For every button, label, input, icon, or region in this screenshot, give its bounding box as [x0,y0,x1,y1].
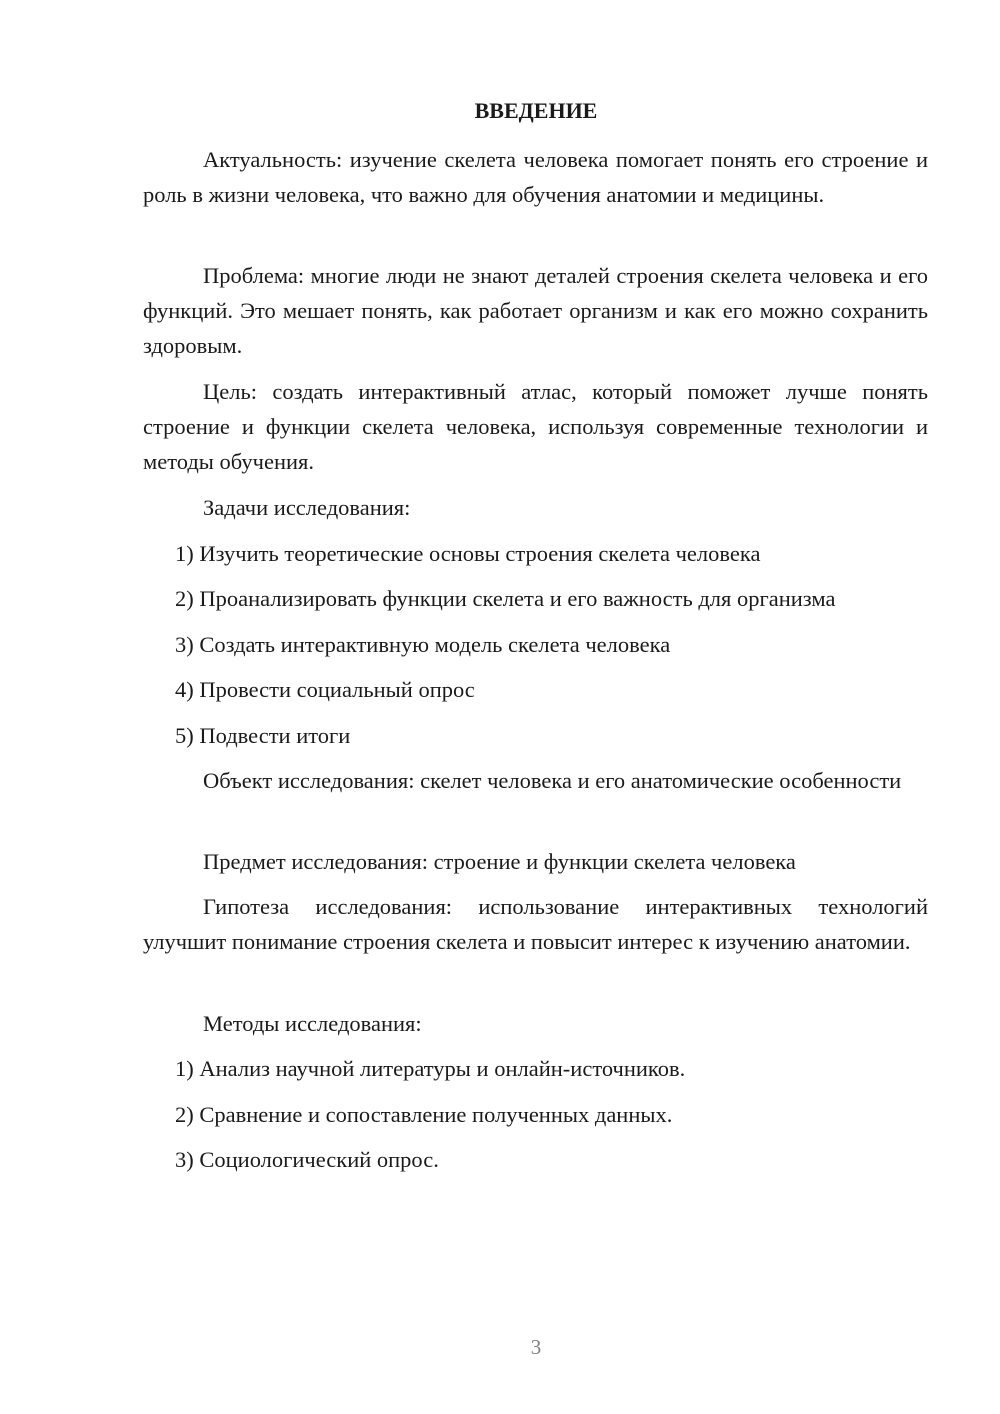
object-paragraph: Объект исследования: скелет человека и его анатомические особенности [203,768,902,793]
page-number: 3 [530,1335,542,1359]
section-heading: ВВЕДЕНИЕ [474,98,598,123]
goal-paragraph: Цель: создать интерактивный атлас, который поможет лучше понять строение и функции скелета человека, используя современные технологии и методы обучения. [143,379,928,474]
relevance-paragraph: Актуальность: изучение скелета человека помогает понять его строение и роль в жизни человека, что важно для обучения анатомии и медицины. [143,147,928,207]
task-item: 1) Изучить теоретические основы строения скелета человека [175,541,761,566]
task-item: 2) Проанализировать функции скелета и его важность для организма [175,586,836,611]
tasks-title: Задачи исследования: [203,495,411,520]
task-item: 3) Создать интерактивную модель скелета человека [175,632,671,657]
task-item: 4) Провести социальный опрос [175,677,475,702]
method-item: 3) Социологический опрос. [175,1147,439,1172]
method-item: 2) Сравнение и сопоставление полученных данных. [175,1102,673,1127]
methods-title: Методы исследования: [203,1011,422,1036]
hypothesis-paragraph: Гипотеза исследования: использование интерактивных технологий улучшит понимание строения скелета и повысит интерес к изучению анатомии. [143,894,928,954]
task-item: 5) Подвести итоги [175,723,351,748]
method-item: 1) Анализ научной литературы и онлайн-источников. [175,1056,686,1081]
problem-paragraph: Проблема: многие люди не знают деталей строения скелета человека и его функций. Это мешает понять, как работает организм и как его можно сохранить здоровым. [143,263,928,358]
subject-paragraph: Предмет исследования: строение и функции скелета человека [203,849,796,874]
